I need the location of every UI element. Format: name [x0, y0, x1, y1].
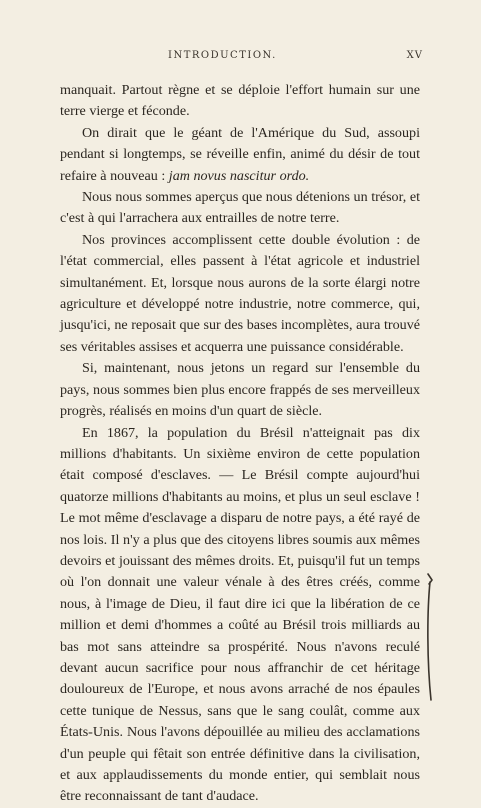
page-number: XV	[406, 50, 423, 61]
body-text	[60, 80, 420, 808]
paragraph-5	[60, 358, 420, 422]
paragraph-6-text: En 1867, la population du Brésil n'atteignait pas dix millions d'habitants. Un sixième environ de cette population était composé d'esclaves. — Le Brésil compte aujourd'hui quatorze millions d'habitants au moins, et plus un seul esclave ! Le mot même d'esclavage a disparu de notre pays, a été rayé de nos lois. Il n'y a plus que des citoyens libres soumis aux mêmes devoirs et jouissant des mêmes droits. Et, puisqu'il fut un temps où l'on donnait une valeur vénale à des êtres créés, comme nous, à l'image de Dieu, il faut dire ici que la libération de ce million et demi d'hommes a coûté au Brésil trois milliards au bas mot sans atteindre sa prospérité. Nous n'avons reculé devant aucun sacrifice pour nous affranchir de cet héritage douloureux de l'Europe, et nous avons arraché de nos épaules cette tunique de Nessus, sans que le sang coulât, comme aux États-Unis. Nous l'avons dépouillée au milieu des acclamations d'un peuple qui fêtait son entrée définitive dans la civilisation, et aux applaudissements du monde entier, qui semblait nous être reconnaissant de tant d'audace.	[60, 424, 420, 805]
paragraph-3	[60, 187, 420, 230]
margin-bracket-mark	[424, 572, 446, 702]
paragraph-3-text: Nous nous sommes aperçus que nous détenions un trésor, et c'est à qui l'arrachera aux entrailles de notre terre.	[60, 189, 420, 227]
paragraph-2-text: On dirait que le géant de l'Amérique du Sud, assoupi pendant si longtemps, se réveille enfin, animé du désir de tout refaire à nouveau :	[60, 124, 420, 184]
paragraph-4-text: Nos provinces accomplissent cette double évolution : de l'état commercial, elles passent à l'état agricole et industriel simultanément. Et, lorsque nous aurons de la sorte élargi notre agriculture et développé notre industrie, notre commerce, qui, jusqu'ici, ne reposait que sur des bases incomplètes, aura trouvé ses véritables assises et acquerra une puissance considérable.	[60, 231, 420, 355]
latin-phrase: jam novus nascitur ordo.	[168, 167, 310, 184]
paragraph-5-text: Si, maintenant, nous jetons un regard sur l'ensemble du pays, nous sommes bien plus encore frappés de ses merveilleux progrès, réalisés en moins d'un quart de siècle.	[60, 360, 420, 420]
running-head	[0, 50, 481, 66]
paragraph-2	[60, 123, 420, 187]
chapter-title: INTRODUCTION.	[168, 50, 277, 61]
paragraph-4	[60, 230, 420, 358]
paragraph-1	[60, 80, 420, 123]
paragraph-1-text: manquait. Partout règne et se déploie l'effort humain sur une terre vierge et féconde.	[60, 82, 420, 120]
paragraph-6	[60, 423, 420, 808]
